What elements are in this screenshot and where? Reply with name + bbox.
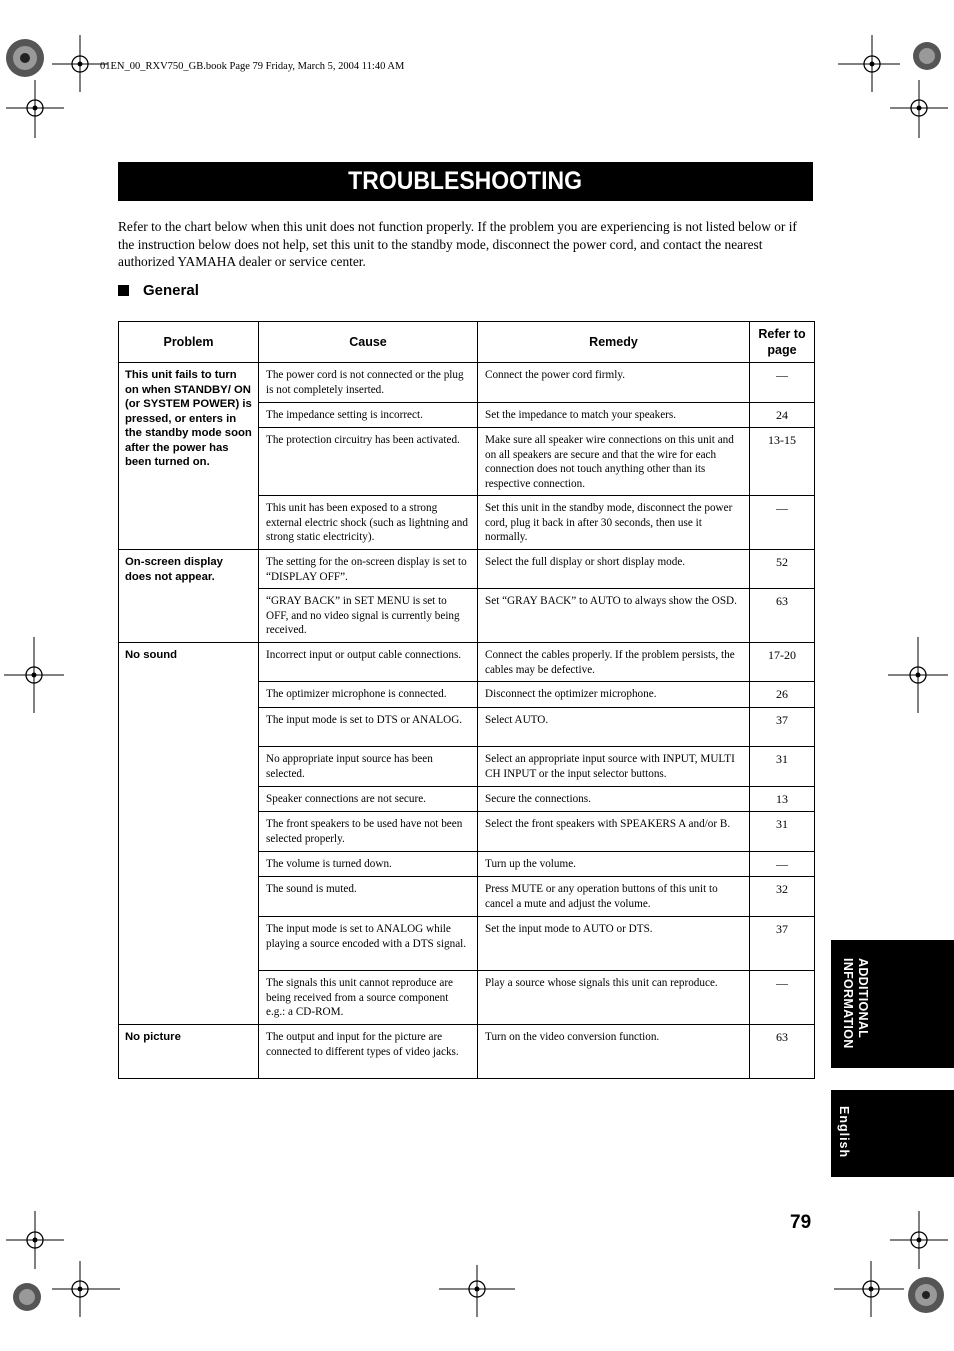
remedy-cell: Turn up the volume.	[478, 852, 750, 877]
registration-mark-icon	[834, 0, 954, 150]
page-title: TROUBLESHOOTING	[348, 167, 583, 195]
remedy-cell: Press MUTE or any operation buttons of this unit to cancel a mute and adjust the volume.	[478, 877, 750, 917]
cause-cell: The optimizer microphone is connected.	[259, 682, 478, 708]
ref-cell: 13	[750, 787, 815, 812]
ref-cell: —	[750, 852, 815, 877]
cause-cell: The protection circuitry has been activated.	[259, 428, 478, 496]
ref-cell: 63	[750, 1025, 815, 1079]
remedy-cell: Set the impedance to match your speakers.	[478, 403, 750, 428]
ref-cell: 13-15	[750, 428, 815, 496]
table-row	[119, 363, 815, 403]
remedy-cell: Set the input mode to AUTO or DTS.	[478, 917, 750, 971]
registration-mark-icon	[0, 635, 70, 715]
ref-cell: 37	[750, 708, 815, 747]
header-problem: Problem	[119, 322, 259, 363]
remedy-cell: Secure the connections.	[478, 787, 750, 812]
cause-cell: “GRAY BACK” in SET MENU is set to OFF, and no video signal is currently being received.	[259, 589, 478, 643]
registration-mark-icon	[0, 0, 120, 150]
registration-mark-icon	[884, 635, 954, 715]
ref-cell: 31	[750, 812, 815, 852]
language-side-tab-label: English	[837, 1106, 851, 1159]
ref-cell: 24	[750, 403, 815, 428]
problem-cell: No picture	[119, 1025, 259, 1079]
ref-cell: 17-20	[750, 643, 815, 682]
problem-cell: This unit fails to turn on when STANDBY/ ON (or SYSTEM POWER) is pressed, or enters in the standby mode soon after the power has been turned on.	[119, 363, 259, 550]
remedy-cell: Select the front speakers with SPEAKERS A and/or B.	[478, 812, 750, 852]
cause-cell: Speaker connections are not secure.	[259, 787, 478, 812]
square-bullet-icon	[118, 285, 129, 296]
remedy-cell: Select an appropriate input source with INPUT, MULTI CH INPUT or the input selector buttons.	[478, 747, 750, 787]
problem-cell: No sound	[119, 643, 259, 1025]
table-row	[119, 550, 815, 589]
ref-cell: 37	[750, 917, 815, 971]
ref-cell: —	[750, 363, 815, 403]
cause-cell: The sound is muted.	[259, 877, 478, 917]
cause-cell: The setting for the on-screen display is set to “DISPLAY OFF”.	[259, 550, 478, 589]
section-side-tab-label: ADDITIONAL INFORMATION	[841, 958, 870, 1049]
page-number: 79	[790, 1212, 812, 1233]
troubleshooting-table	[118, 321, 815, 1079]
remedy-cell: Disconnect the optimizer microphone.	[478, 682, 750, 708]
problem-cell: On-screen display does not appear.	[119, 550, 259, 643]
remedy-cell: Set “GRAY BACK” to AUTO to always show the OSD.	[478, 589, 750, 643]
ref-cell: 26	[750, 682, 815, 708]
cause-cell: This unit has been exposed to a strong external electric shock (such as lightning and strong static electricity).	[259, 496, 478, 550]
header-remedy: Remedy	[478, 322, 750, 363]
header-ref: Refer to page	[750, 322, 815, 363]
ref-cell: 31	[750, 747, 815, 787]
page-title-bar	[118, 162, 813, 201]
cause-cell: The output and input for the picture are connected to different types of video jacks.	[259, 1025, 478, 1079]
registration-mark-icon	[437, 1265, 517, 1335]
ref-cell: 32	[750, 877, 815, 917]
remedy-cell: Play a source whose signals this unit can reproduce.	[478, 971, 750, 1025]
header-cause: Cause	[259, 322, 478, 363]
cause-cell: The front speakers to be used have not been selected properly.	[259, 812, 478, 852]
cause-cell: The volume is turned down.	[259, 852, 478, 877]
remedy-cell: Set this unit in the standby mode, disconnect the power cord, plug it back in after 30 seconds, then use it normally.	[478, 496, 750, 550]
ref-cell: 52	[750, 550, 815, 589]
intro-paragraph: Refer to the chart below when this unit does not function properly. If the problem you are experiencing is not listed below or if the instruction below does not help, set this unit to the standby mode, disconnect the power cord, and contact the nearest authorized YAMAHA dealer or service center.	[118, 219, 797, 269]
remedy-cell: Make sure all speaker wire connections on this unit and on all speakers are secure and that the wire for each connection does not touch anything other than its respective connection.	[478, 428, 750, 496]
ref-cell: —	[750, 971, 815, 1025]
registration-mark-icon	[824, 1195, 954, 1351]
section-heading	[118, 282, 199, 299]
cause-cell: The power cord is not connected or the plug is not completely inserted.	[259, 363, 478, 403]
cause-cell: Incorrect input or output cable connections.	[259, 643, 478, 682]
cause-cell: The impedance setting is incorrect.	[259, 403, 478, 428]
ref-cell: —	[750, 496, 815, 550]
table-header-row	[119, 322, 815, 363]
cause-cell: The signals this unit cannot reproduce are being received from a source component e.g.: a CD-ROM.	[259, 971, 478, 1025]
ref-cell: 63	[750, 589, 815, 643]
remedy-cell: Select the full display or short display mode.	[478, 550, 750, 589]
remedy-cell: Connect the power cord firmly.	[478, 363, 750, 403]
registration-mark-icon	[0, 1195, 130, 1351]
cause-cell: The input mode is set to DTS or ANALOG.	[259, 708, 478, 747]
print-info: 01EN_00_RXV750_GB.book Page 79 Friday, March 5, 2004 11:40 AM	[100, 61, 405, 72]
section-side-tab	[831, 940, 954, 1068]
remedy-cell: Select AUTO.	[478, 708, 750, 747]
remedy-cell: Turn on the video conversion function.	[478, 1025, 750, 1079]
remedy-cell: Connect the cables properly. If the problem persists, the cables may be defective.	[478, 643, 750, 682]
table-row	[119, 643, 815, 682]
cause-cell: The input mode is set to ANALOG while playing a source encoded with a DTS signal.	[259, 917, 478, 971]
language-side-tab	[831, 1090, 954, 1177]
cause-cell: No appropriate input source has been selected.	[259, 747, 478, 787]
section-title: General	[143, 282, 199, 299]
table-row	[119, 1025, 815, 1079]
